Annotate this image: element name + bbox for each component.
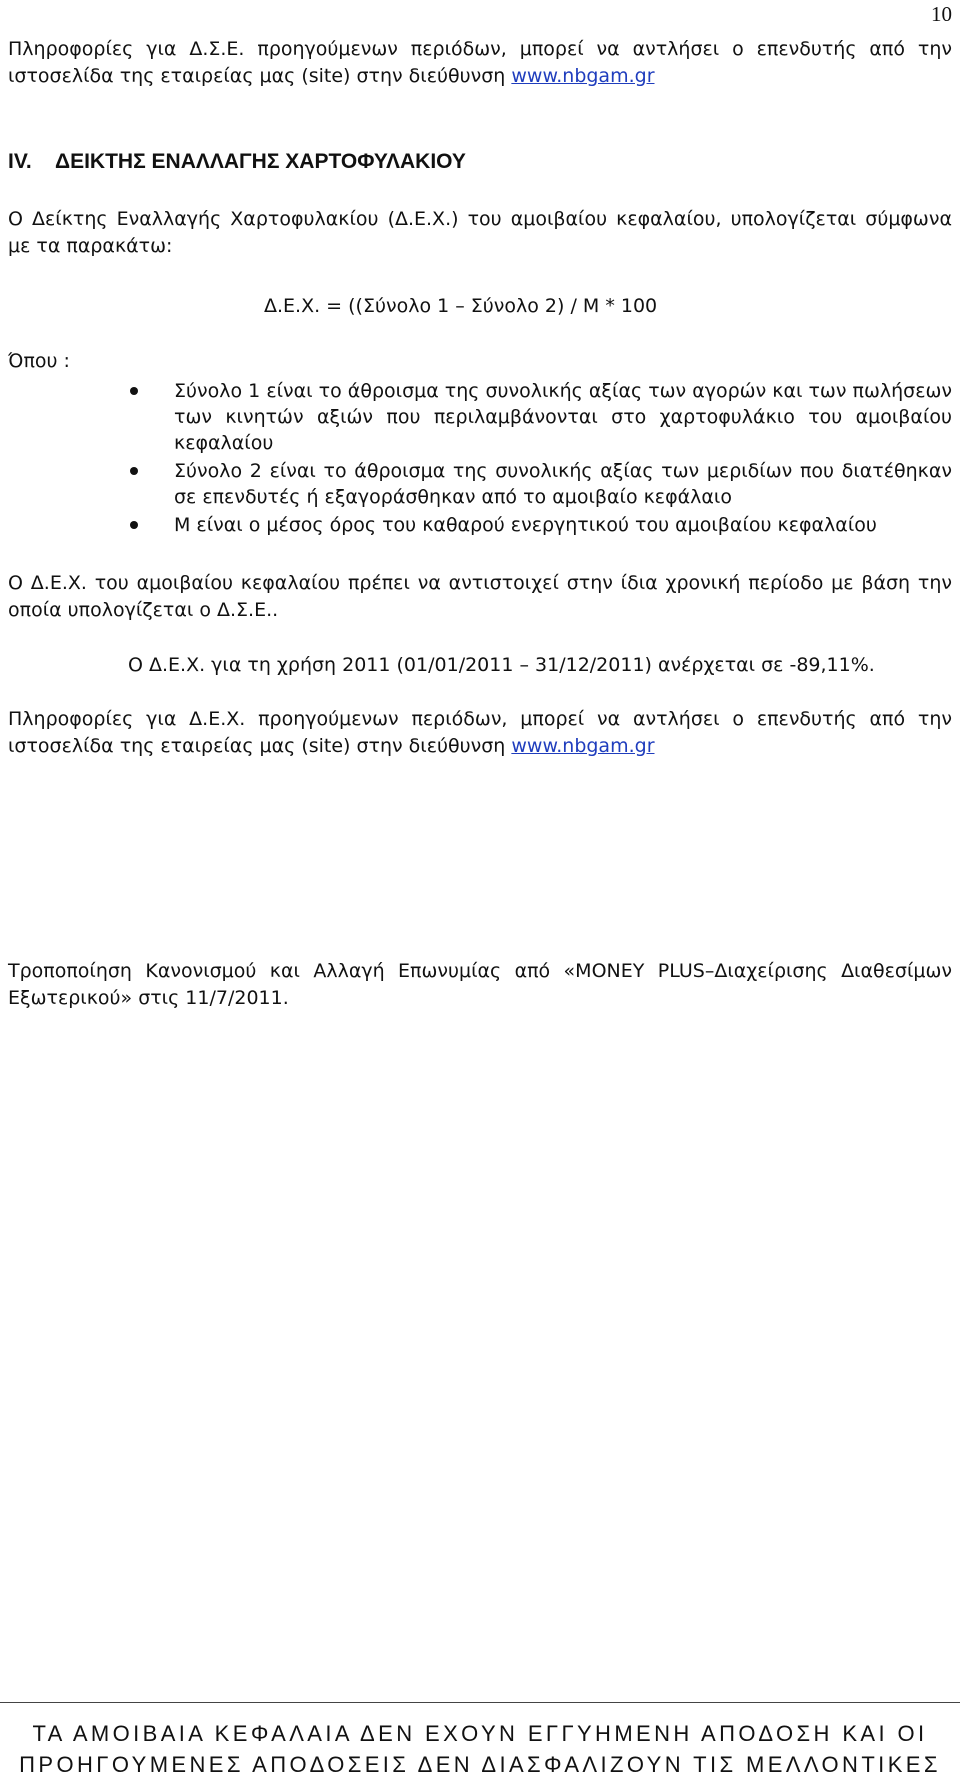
page-number: 10 — [931, 2, 952, 26]
list-item-text: Σύνολο 1 είναι το άθροισμα της συνολικής αξίας των αγορών και των πωλήσεων των κινητών αξιών που περιλαμβάνονται στο χαρτοφυλάκιο του αμοιβαίου κεφαλαίου — [174, 380, 952, 454]
period-paragraph: Ο Δ.Ε.Χ. του αμοιβαίου κεφαλαίου πρέπει να αντιστοιχεί στην ίδια χρονική περίοδο με βάση την οποία υπολογίζεται ο Δ.Σ.Ε.. — [8, 572, 952, 621]
website-link[interactable]: www.nbgam.gr — [511, 735, 655, 757]
website-link[interactable]: www.nbgam.gr — [511, 65, 655, 87]
definition-list — [130, 378, 952, 540]
bullet-icon — [130, 387, 138, 395]
section-title: ΔΕΙΚΤΗΣ ΕΝΑΛΛΑΓΗΣ ΧΑΡΤΟΦΥΛΑΚΙΟΥ — [55, 150, 466, 173]
list-item — [130, 512, 952, 538]
intro-paragraph-text: Πληροφορίες για Δ.Σ.Ε. προηγούμενων περιόδων, μπορεί να αντλήσει ο επενδυτής από την ιστοσελίδα της εταιρείας μας (site) στην διεύθυνση — [8, 38, 952, 87]
info-paragraph-text: Πληροφορίες για Δ.Ε.Χ. προηγούμενων περιόδων, μπορεί να αντλήσει ο επενδυτής από την ιστοσελίδα της εταιρείας μας (site) στην διεύθυνση — [8, 708, 952, 757]
info-paragraph — [8, 706, 952, 760]
where-label: Όπου : — [8, 350, 70, 372]
intro-paragraph — [8, 36, 952, 90]
footer-divider — [0, 1702, 960, 1703]
amendment-paragraph: Τροποποίηση Κανονισμού και Αλλαγή Επωνυμίας από «MONEY PLUS–Διαχείρισης Διαθεσίμων Εξωτερικού» στις 11/7/2011. — [8, 960, 952, 1009]
bullet-icon — [130, 521, 138, 529]
formula: Δ.Ε.Χ. = ((Σύνολο 1 – Σύνολο 2) / Μ * 100 — [264, 295, 658, 317]
list-item — [130, 458, 952, 510]
list-item-text: Μ είναι ο μέσος όρος του καθαρού ενεργητικού του αμοιβαίου κεφαλαίου — [174, 514, 877, 536]
footer-line-2: ΠΡΟΗΓΟΥΜΕΝΕΣ ΑΠΟΔΟΣΕΙΣ ΔΕΝ ΔΙΑΣΦΑΛΙΖΟΥΝ ΤΙΣ ΜΕΛΛΟΝΤΙΚΕΣ — [19, 1752, 941, 1777]
footer-disclaimer — [0, 1718, 960, 1780]
section-heading — [8, 150, 466, 174]
footer-line-1: ΤΑ ΑΜΟΙΒΑΙΑ ΚΕΦΑΛΑΙΑ ΔΕΝ ΕΧΟΥΝ ΕΓΓΥΗΜΕΝΗ ΑΠΟΔΟΣΗ ΚΑΙ ΟΙ — [32, 1721, 928, 1746]
bullet-icon — [130, 467, 138, 475]
definition-paragraph: Ο Δείκτης Εναλλαγής Χαρτοφυλακίου (Δ.Ε.Χ.) του αμοιβαίου κεφαλαίου, υπολογίζεται σύμφωνα με τα παρακάτω: — [8, 208, 952, 257]
list-item-text: Σύνολο 2 είναι το άθροισμα της συνολικής αξίας των μεριδίων που διατέθηκαν σε επενδυτές ή εξαγοράσθηκαν από το αμοιβαίο κεφάλαιο — [174, 460, 952, 508]
section-number: IV. — [8, 150, 32, 173]
result-line: Ο Δ.Ε.Χ. για τη χρήση 2011 (01/01/2011 – 31/12/2011) ανέρχεται σε -89,11%. — [128, 654, 875, 676]
list-item — [130, 378, 952, 456]
